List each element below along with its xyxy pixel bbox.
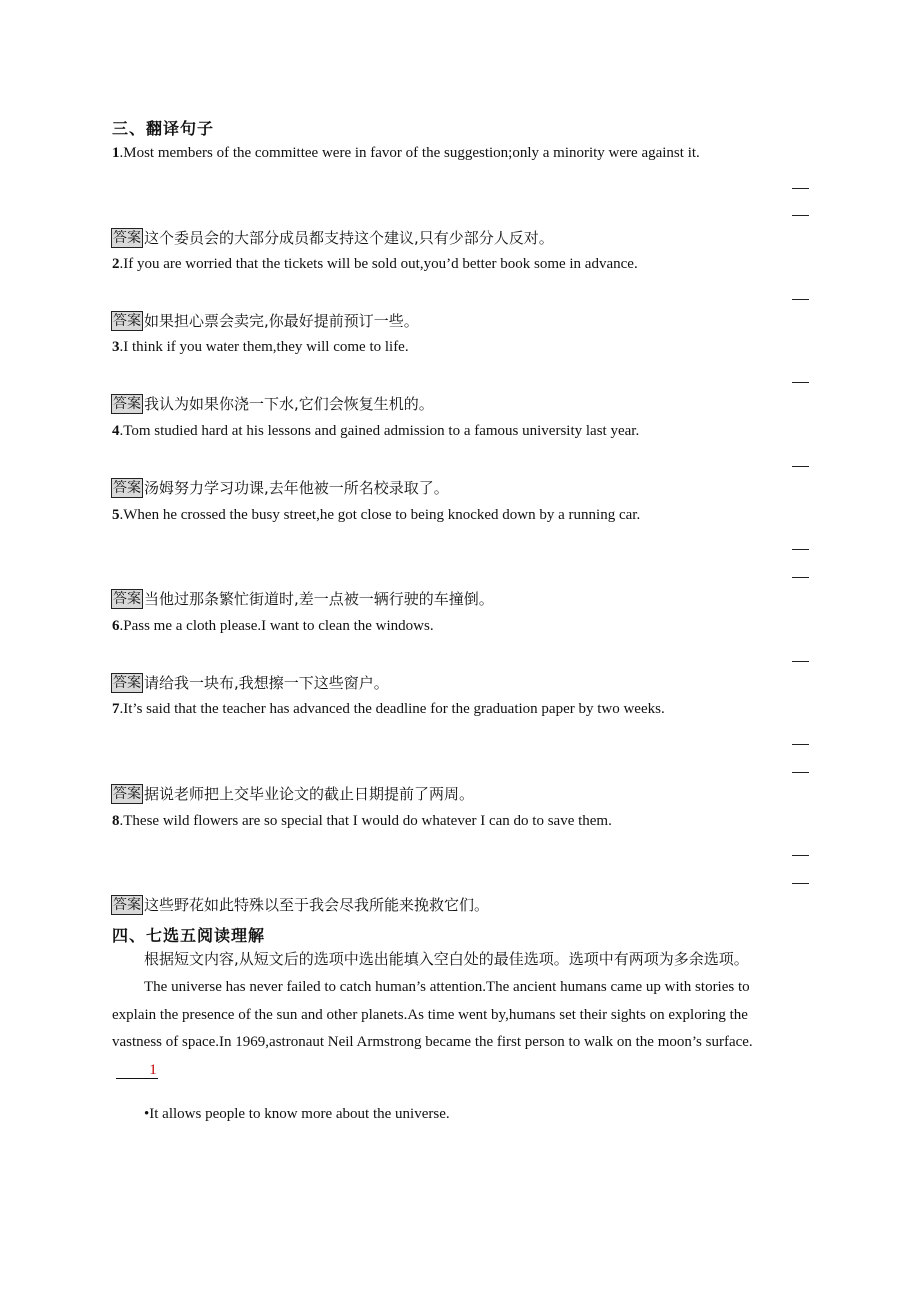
answer-3 [111,393,434,414]
question-4 [112,423,639,440]
question-number: 2 [112,256,120,272]
question-text: .Pass me a cloth please.I want to clean the windows. [119,618,434,634]
answer-badge: 答案 [113,395,141,412]
reading-passage [112,974,796,1084]
answer-text: 这些野花如此特殊以至于我会尽我所能来挽救它们。 [144,896,490,914]
instruction-text: 根据短文内容,从短文后的选项中选出能填入空白处的最佳选项。选项中有两项为多余选项。 [144,950,749,968]
question-6 [112,618,434,635]
question-text: .These wild flowers are so special that I would do whatever I can do to save them. [119,813,612,829]
answer-2 [111,310,419,331]
question-8 [112,813,612,830]
question-text: .Tom studied hard at his lessons and gained admission to a famous university last year. [119,423,640,439]
answer-1 [111,227,554,248]
answer-line [792,661,809,662]
question-text: .It’s said that the teacher has advanced the deadline for the graduation paper by two weeks. [119,701,665,717]
answer-5 [111,588,494,609]
answer-badge: 答案 [113,479,141,496]
answer-text: 据说老师把上交毕业论文的截止日期提前了两周。 [144,785,475,803]
answer-line [792,299,809,300]
question-number: 7 [112,701,120,717]
answer-text: 我认为如果你浇一下水,它们会恢复生机的。 [144,395,434,413]
question-number: 8 [112,813,120,829]
question-text: .Most members of the committee were in favor of the suggestion;only a minority were against it. [119,145,700,161]
section-heading-reading: 四、七选五阅读理解 [112,926,266,945]
answer-7 [111,783,474,804]
question-number: 5 [112,507,120,523]
answer-4 [111,477,449,498]
question-text: .I think if you water them,they will come to life. [119,339,409,355]
answer-line [792,744,809,745]
answer-line [792,855,809,856]
question-3 [112,339,409,356]
answer-text: 如果担心票会卖完,你最好提前预订一些。 [144,312,419,330]
section-heading-translate: 三、翻译句子 [112,119,215,138]
question-1 [112,145,700,162]
answer-line [792,772,809,773]
answer-badge: 答案 [113,896,141,913]
question-2 [112,256,638,273]
answer-badge: 答案 [113,785,141,802]
answer-text: 汤姆努力学习功课,去年他被一所名校录取了。 [144,479,449,497]
passage-text: The universe has never failed to catch human’s attention.The ancient humans came up with stories to explain the presence of the sun and other planets.As time went by,humans set their sights on exploring the vastness of space.In 1969,astronaut Neil Armstrong became the first person to walk on the moon’s surface. [112,979,753,1051]
answer-line [792,188,809,189]
answer-line [792,466,809,467]
question-number: 6 [112,618,120,634]
answer-line [792,549,809,550]
answer-badge: 答案 [113,312,141,329]
answer-text: 请给我一块布,我想擦一下这些窗户。 [144,674,389,692]
answer-line [792,382,809,383]
answer-line [792,215,809,216]
question-5 [112,507,640,524]
answer-blank[interactable]: 1 [116,1062,158,1079]
question-number: 4 [112,423,120,439]
question-text: .When he crossed the busy street,he got close to being knocked down by a running car. [119,507,641,523]
answer-badge: 答案 [113,229,141,246]
question-number: 1 [112,145,120,161]
answer-badge: 答案 [113,590,141,607]
question-number: 3 [112,339,120,355]
answer-6 [111,672,389,693]
answer-badge: 答案 [113,674,141,691]
question-text: .If you are worried that the tickets will be sold out,you’d better book some in advance. [119,256,638,272]
option-item: •It allows people to know more about the universe. [144,1106,450,1122]
answer-line [792,577,809,578]
answer-8 [111,894,489,915]
answer-text: 这个委员会的大部分成员都支持这个建议,只有少部分人反对。 [144,229,554,247]
answer-text: 当他过那条繁忙街道时,差一点被一辆行驶的车撞倒。 [144,590,494,608]
answer-line [792,883,809,884]
question-7 [112,701,665,718]
